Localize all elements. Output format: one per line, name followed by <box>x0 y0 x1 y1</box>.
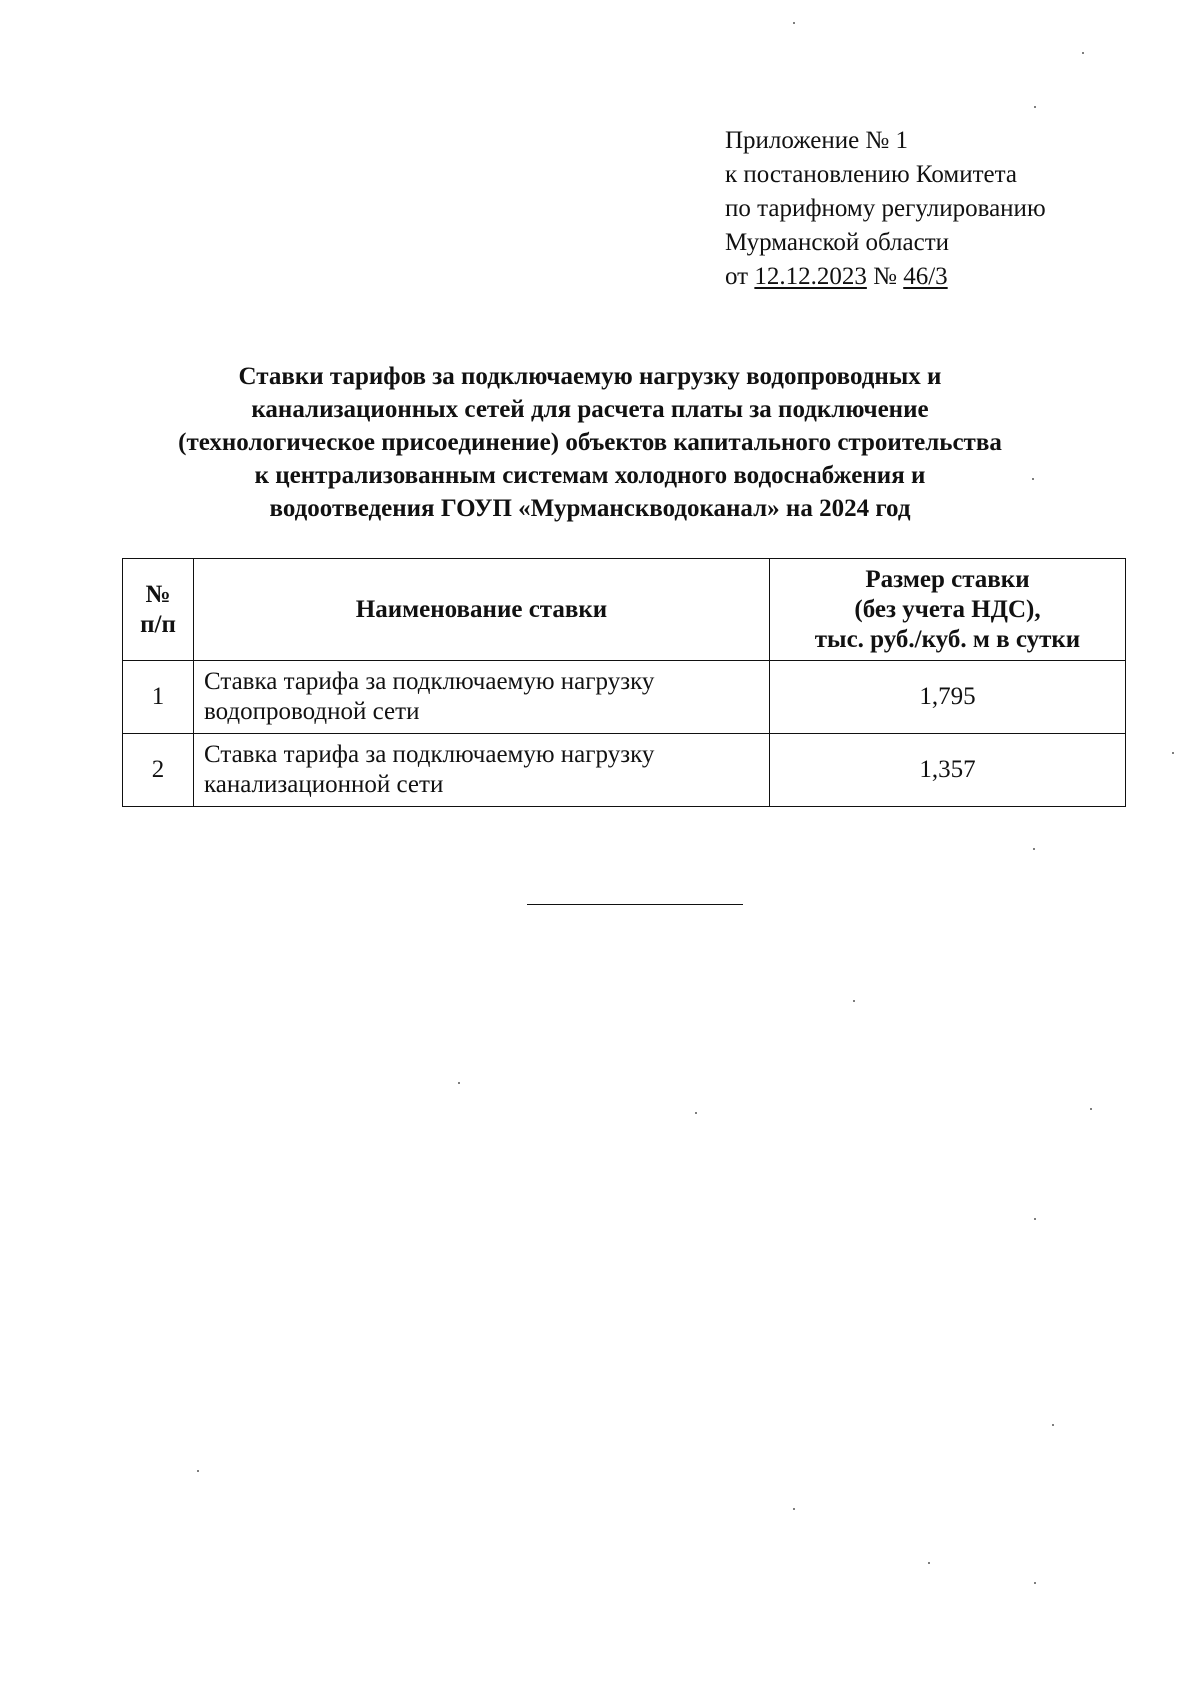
scan-speck <box>1090 1108 1092 1110</box>
document-title <box>110 360 1070 525</box>
scan-speck <box>695 1112 697 1114</box>
header-name: Наименование ставки <box>194 559 770 661</box>
table-row <box>123 734 1126 807</box>
appendix-date: 12.12.2023 <box>754 263 867 290</box>
row-value: 1,795 <box>770 661 1126 734</box>
title-line-3: (технологическое присоединение) объектов капитального строительства <box>178 429 1002 456</box>
row-num: 2 <box>123 734 194 807</box>
row-name <box>194 661 770 734</box>
row-name-line-2: канализационной сети <box>204 771 444 798</box>
scan-speck <box>1032 478 1034 480</box>
scan-speck <box>1033 848 1035 850</box>
scan-speck <box>1034 106 1036 108</box>
appendix-header <box>725 124 1046 294</box>
appendix-number: 46/3 <box>903 263 948 290</box>
table-header-row <box>123 559 1126 661</box>
scan-speck <box>458 1082 460 1084</box>
scan-speck <box>1052 1424 1054 1426</box>
title-line-5: водоотведения ГОУП «Мурманскводоканал» на 2024 год <box>269 495 911 522</box>
scan-speck <box>793 22 795 24</box>
table-row <box>123 661 1126 734</box>
title-line-1: Ставки тарифов за подключаемую нагрузку водопроводных и <box>238 363 942 390</box>
table-header <box>123 559 1126 661</box>
header-num-line-2: п/п <box>140 610 176 638</box>
closing-divider-line <box>527 904 743 905</box>
header-value-line-3: тыс. руб./куб. м в сутки <box>814 625 1081 653</box>
table-body <box>123 661 1126 807</box>
row-value: 1,357 <box>770 734 1126 807</box>
scan-speck <box>197 1470 199 1472</box>
row-name <box>194 734 770 807</box>
scan-speck <box>1082 52 1084 54</box>
appendix-date-line <box>725 260 1046 294</box>
scan-speck <box>1034 1582 1036 1584</box>
scan-speck <box>928 1562 930 1564</box>
row-name-line-2: водопроводной сети <box>204 698 420 725</box>
scan-speck <box>793 1508 795 1510</box>
scan-speck <box>853 1000 855 1002</box>
scan-speck <box>1172 752 1174 754</box>
rates-table <box>122 558 1126 807</box>
header-num-line-1: № <box>145 580 171 608</box>
appendix-line-4: Мурманской области <box>725 229 950 256</box>
appendix-number-prefix: № <box>866 263 904 290</box>
title-line-4: к централизованным системам холодного водоснабжения и <box>254 462 926 489</box>
appendix-date-prefix: от <box>725 263 755 290</box>
appendix-line-1: Приложение № 1 <box>725 127 909 154</box>
scan-speck <box>1034 1218 1036 1220</box>
row-name-line-1: Ставка тарифа за подключаемую нагрузку <box>204 668 655 695</box>
header-value-line-1: Размер ставки <box>865 565 1030 593</box>
row-num: 1 <box>123 661 194 734</box>
appendix-line-3: по тарифному регулированию <box>725 195 1046 222</box>
title-line-2: канализационных сетей для расчета платы за подключение <box>251 396 929 423</box>
header-value-line-2: (без учета НДС), <box>854 595 1041 623</box>
appendix-line-2: к постановлению Комитета <box>725 161 1017 188</box>
row-name-line-1: Ставка тарифа за подключаемую нагрузку <box>204 741 655 768</box>
header-value <box>770 559 1126 661</box>
header-num <box>123 559 194 661</box>
